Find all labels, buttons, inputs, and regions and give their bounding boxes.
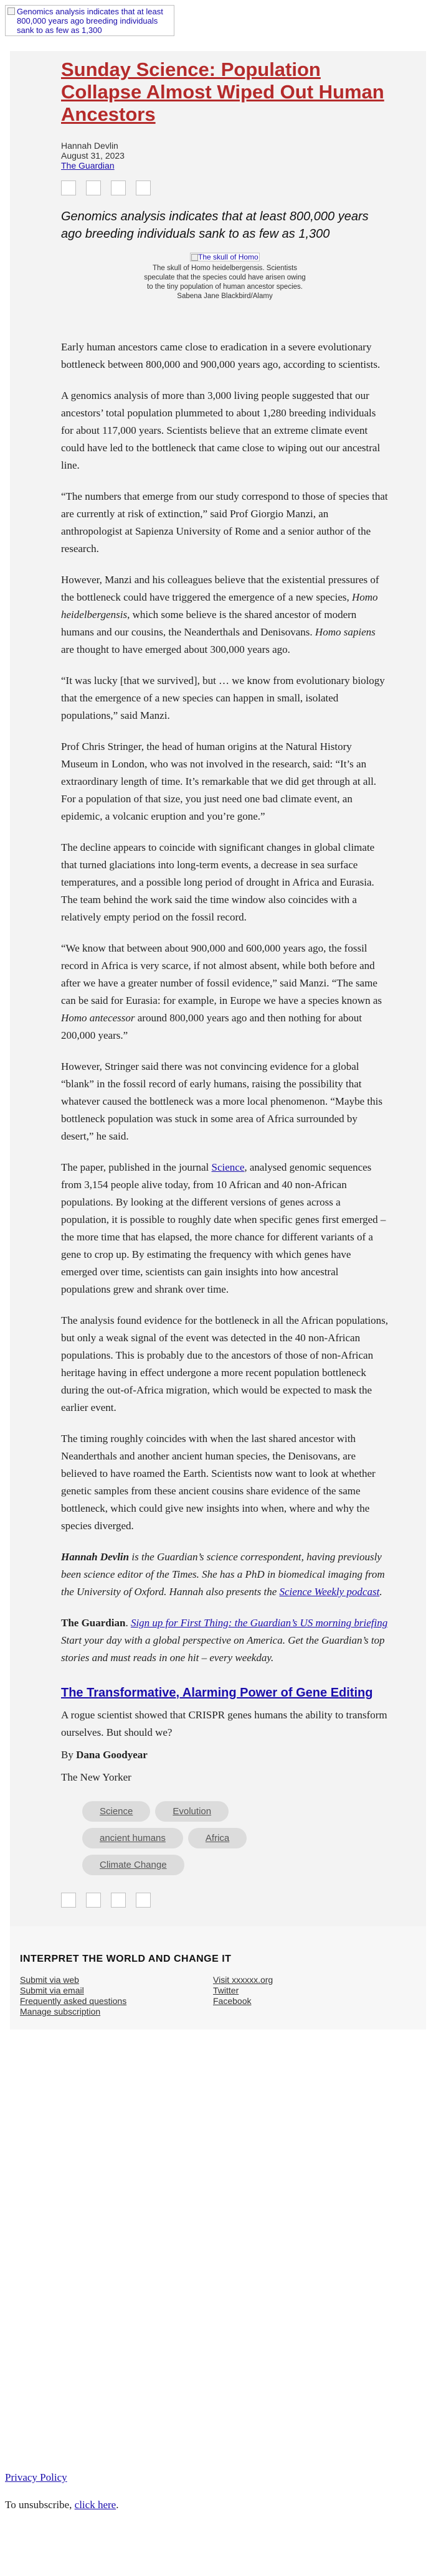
paragraph-4-text-e: are thought to have emerged about 300,000 years ago.	[61, 644, 290, 655]
header-image-placeholder	[5, 5, 174, 36]
paragraph-4-text-a: However, Manzi and his colleagues believe that the existential pressures of the bottleneck could have triggered the emergence of a new species,	[61, 574, 379, 603]
paragraph-5: “It was lucky [that we survived], but … we know from evolutionary biology that the emergence of a new species can happen in small, isolated populations,” said Manzi.	[61, 675, 385, 721]
footer-columns	[20, 1975, 426, 2017]
header-image-alt: Genomics analysis indicates that at least 800,000 years ago breeding individuals sank to as few as 1,300	[17, 7, 163, 35]
broken-image-icon	[7, 7, 15, 15]
paragraph-6: Prof Chris Stringer, the head of human origins at the Natural History Museum in London, who was not involved in the research, said: “It’s an extraordinary length of time. It’s remarkable that we did get through at all. For a population of that size, you just need one bad climate event, an epidemic, a volcanic eruption and you’re gone.”	[61, 741, 377, 822]
bio-author-name: Hannah Devlin	[61, 1551, 130, 1563]
article-figure	[61, 253, 389, 301]
email-share-icon[interactable]	[136, 1893, 151, 1908]
related-author: Dana Goodyear	[76, 1749, 148, 1761]
unsubscribe-end: .	[116, 2499, 119, 2511]
share-icons-top	[61, 180, 389, 195]
paragraph-10	[61, 1159, 389, 1298]
article-author: Hannah Devlin	[61, 141, 118, 151]
visit-website-link[interactable]: Visit xxxxxx.org	[213, 1975, 273, 1985]
share-icons-bottom	[61, 1893, 389, 1908]
bio-end: .	[379, 1586, 382, 1598]
related-article-summary: A rogue scientist showed that CRISPR genes humans the ability to transform ourselves. But should we?	[61, 1709, 387, 1738]
related-article-byline	[61, 1746, 389, 1764]
footer-left-column	[20, 1975, 213, 2017]
article-date: August 31, 2023	[61, 151, 125, 161]
figure-caption: The skull of Homo heidelbergensis. Scientists speculate that the species could have arisen owing to the tiny population of human ancestor species. Sabena Jane Blackbird/Alamy	[144, 265, 306, 300]
paragraph-1: Early human ancestors came close to eradication in a severe evolutionary bottleneck between 800,000 and 900,000 years ago, according to scientists.	[61, 341, 381, 370]
paragraph-8-text-c: around 800,000 years ago and then nothing for about 200,000 years.”	[61, 1012, 362, 1041]
topic-tags	[61, 1791, 389, 1881]
article-headline-link[interactable]: Sunday Science: Population Collapse Almost Wiped Out Human Ancestors	[61, 59, 384, 125]
species-name-sapiens: Homo sapiens	[315, 626, 376, 638]
promo-brand: The Guardian	[61, 1617, 126, 1629]
paragraph-10-text-a: The paper, published in the journal	[61, 1161, 212, 1173]
promo-separator: .	[125, 1617, 131, 1629]
footer-title: INTERPRET THE WORLD AND CHANGE IT	[20, 1954, 232, 1964]
species-name-antecessor: Homo antecessor	[61, 1012, 135, 1024]
paragraph-4-text-c: , which some believe is the shared ancestor of modern humans and our cousins, the Neanderthals and Denisovans.	[61, 609, 357, 638]
twitter-link[interactable]: Twitter	[213, 1985, 239, 1995]
paragraph-8	[61, 940, 389, 1044]
paragraph-10-text-b: , analysed genomic sequences from 3,154 people alive today, from 10 African and 40 non-African populations. By looking at the different versions of genes across a population, it is possible to roughly date when specific genes first emerged – the more time that has elapsed, the more chance for different variants of a gene to crop up. By estimating the frequency with which genes have emerged over time, scientists can gain insights into how ancestral populations grew and shrank over time.	[61, 1161, 386, 1295]
related-article-source: The New Yorker	[61, 1771, 131, 1783]
newsletter-promo	[61, 1614, 389, 1667]
author-bio	[61, 1548, 389, 1601]
science-journal-link[interactable]: Science	[211, 1161, 245, 1173]
article	[10, 51, 426, 1926]
tag-africa[interactable]: Africa	[188, 1828, 247, 1848]
paragraph-3: “The numbers that emerge from our study correspond to those of species that are currently at risk of extinction,” said Prof Giorgio Manzi, an anthropologist at Sapienza University of Rome and a senior author of the research.	[61, 490, 388, 555]
privacy-policy-link[interactable]: Privacy Policy	[5, 2471, 67, 2483]
submit-via-email-link[interactable]: Submit via email	[20, 1985, 84, 1995]
species-name-heidelbergensis: Homo heidelbergensis	[61, 591, 378, 621]
facebook-share-icon[interactable]	[61, 1893, 76, 1908]
tag-climate-change[interactable]: Climate Change	[82, 1855, 184, 1875]
newsletter-footer	[10, 1926, 426, 2030]
unsubscribe-link[interactable]: click here	[74, 2499, 116, 2511]
twitter-share-icon[interactable]	[86, 1893, 101, 1908]
paragraph-4	[61, 571, 389, 658]
submit-via-web-link[interactable]: Submit via web	[20, 1975, 79, 1985]
paragraph-8-text-a: “We know that between about 900,000 and 600,000 years ago, the fossil record in Africa is very scarce, if not almost absent, while both before and after we have a greater number of fossil evidence,” said Manzi. “The same can be said for Eurasia: for example, in Europe we have a species known as	[61, 942, 382, 1006]
faq-link[interactable]: Frequently asked questions	[20, 1996, 127, 2006]
article-source-link[interactable]: The Guardian	[61, 161, 115, 171]
unsubscribe-line	[5, 2498, 429, 2512]
unsubscribe-text: To unsubscribe,	[5, 2499, 75, 2511]
paragraph-11: The analysis found evidence for the bottleneck in all the African populations, but only a weak signal of the event was detected in the 40 non-African populations. This is probably due to the ancestors of those of non-African heritage having in effect undergone a more recent population bottleneck during the out-of-Africa migration, which would be expected to mask the earlier event.	[61, 1314, 388, 1413]
paragraph-2: A genomics analysis of more than 3,000 living people suggested that our ancestors’ total population plummeted to about 1,280 breeding individuals for about 117,000 years. Scientists believe that an extreme climate event could have led to the bottleneck that came close to wiping out our ancestral line.	[61, 390, 381, 471]
twitter-share-icon[interactable]	[86, 180, 101, 195]
article-standfirst: Genomics analysis indicates that at least 800,000 years ago breeding individuals sank to as few as 1,300	[61, 210, 369, 241]
promo-description: Start your day with a global perspective on America. Get the Guardian’s top stories and must reads in one hit – every weekday.	[61, 1634, 385, 1664]
linkedin-share-icon[interactable]	[111, 1893, 126, 1908]
facebook-link[interactable]: Facebook	[213, 1996, 252, 2006]
first-thing-signup-link[interactable]: Sign up for First Thing: the Guardian’s US morning briefing	[130, 1617, 388, 1629]
related-article-link[interactable]: The Transformative, Alarming Power of Gene Editing	[61, 1686, 373, 1700]
email-share-icon[interactable]	[136, 180, 151, 195]
skull-image-placeholder: The skull of Homo	[190, 253, 260, 261]
tag-science[interactable]: Science	[82, 1801, 150, 1822]
bottom-links	[5, 2471, 429, 2512]
article-meta	[61, 141, 389, 171]
footer-right-column	[213, 1975, 406, 2017]
facebook-share-icon[interactable]	[61, 180, 76, 195]
paragraph-7: The decline appears to coincide with significant changes in global climate that turned glaciations into long-term events, a decrease in sea surface temperatures, and a possible long period of drought in Africa and Eurasia. The team behind the work said the time window also coincides with a relatively empty period on the fossil record.	[61, 841, 375, 923]
bio-text: is the Guardian’s science correspondent, having previously been science editor of the Times. She has a PhD in biomedical imaging from the University of Oxford. Hannah also presents the	[61, 1551, 385, 1598]
tag-ancient-humans[interactable]: ancient humans	[82, 1828, 183, 1848]
linkedin-share-icon[interactable]	[111, 180, 126, 195]
tag-evolution[interactable]: Evolution	[155, 1801, 229, 1822]
paragraph-12: The timing roughly coincides with when the last shared ancestor with Neanderthals and another ancient human species, the Denisovans, are believed to have roamed the Earth. Scientists now want to look at whether genetic samples from these ancient cousins share evidence of the same bottleneck, which could give new insights into when, where and why the species diverged.	[61, 1433, 376, 1532]
newsletter-container	[10, 51, 426, 2030]
science-weekly-podcast-link[interactable]: Science Weekly podcast	[279, 1586, 380, 1598]
paragraph-9: However, Stringer said there was not convincing evidence for a global “blank” in the fossil record of early humans, raising the possibility that whatever caused the bottleneck was a more local phenomenon. “Maybe this bottleneck population was stuck in some area of Africa surrounded by desert,” he said.	[61, 1061, 382, 1142]
related-by-label: By	[61, 1749, 77, 1761]
manage-subscription-link[interactable]: Manage subscription	[20, 2007, 101, 2016]
